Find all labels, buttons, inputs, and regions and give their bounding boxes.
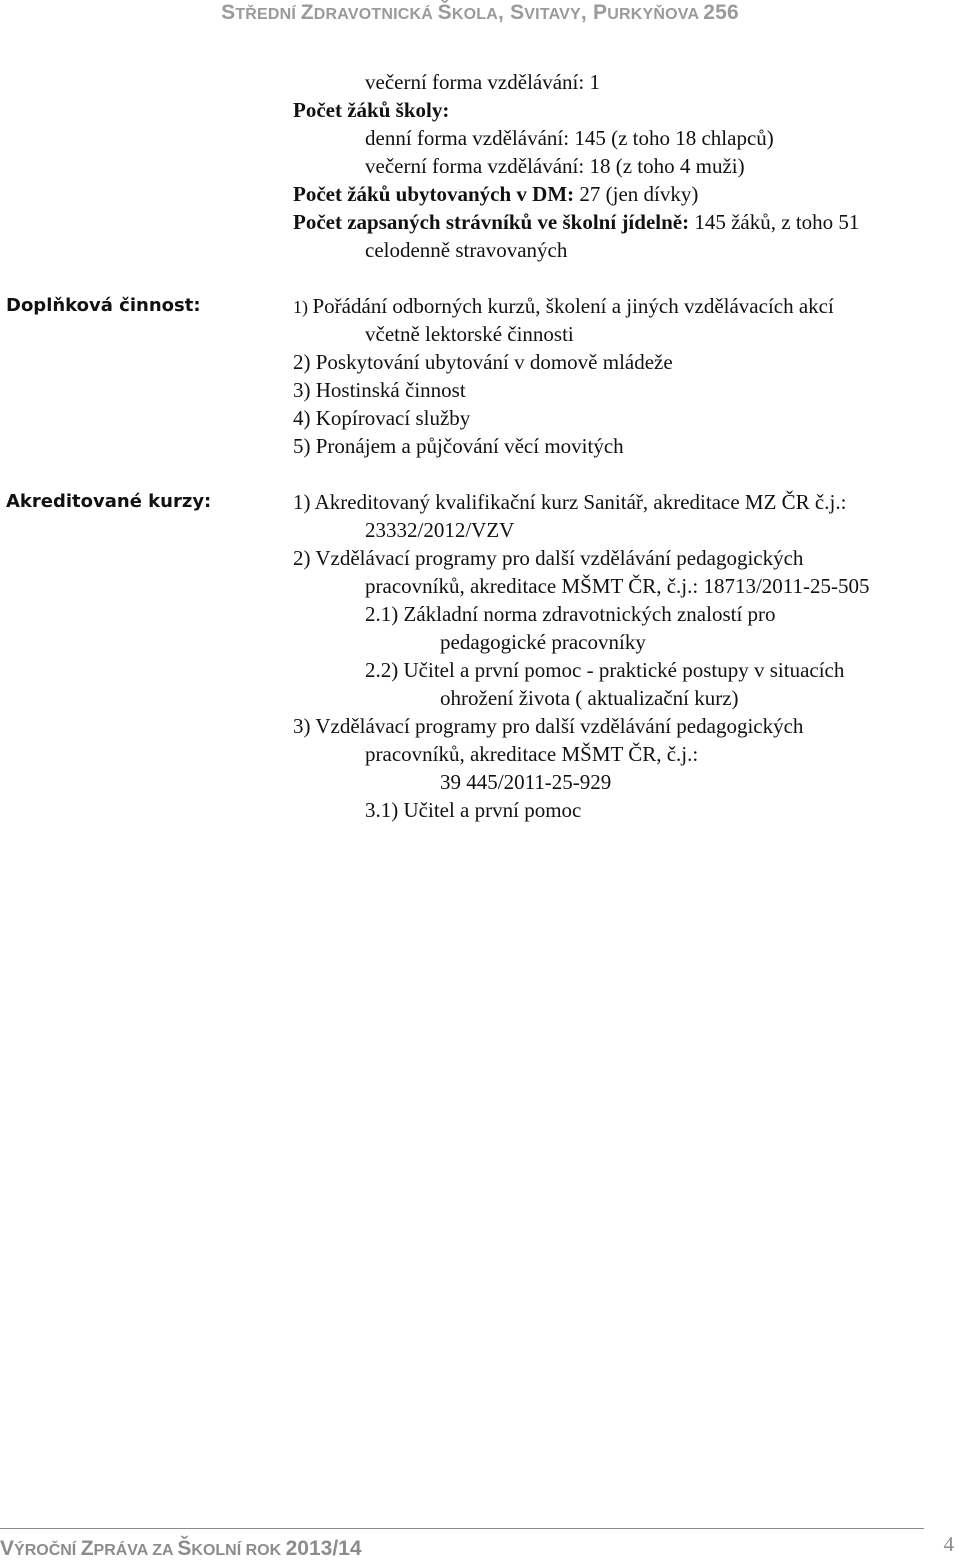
canteen-count xyxy=(293,208,859,236)
evening-form-first: večerní forma vzdělávání: 1 xyxy=(365,70,600,94)
footer-title-part: Š xyxy=(177,1537,192,1560)
school-count-label: Počet žáků školy: xyxy=(293,98,450,122)
supplementary-item-1 xyxy=(293,292,834,321)
evening-form-count: večerní forma vzdělávání: 18 (z toho 4 muži) xyxy=(365,154,745,178)
course-1: 1) Akreditovaný kvalifikační kurz Sanitář, akreditace MZ ČR č.j.: xyxy=(293,490,847,514)
running-header-part: DRAVOTNICKÁ xyxy=(313,6,438,23)
footer-title-part: KOLNÍ ROK xyxy=(191,1542,286,1559)
running-header-part: URKYŇOVA xyxy=(607,6,704,23)
footer-divider xyxy=(0,1528,924,1529)
course-2-2-cont: ohrožení života ( aktualizační kurz) xyxy=(440,686,739,710)
supplementary-activity-label: Doplňková činnost: xyxy=(6,295,201,316)
dorm-value: 27 (jen dívky) xyxy=(574,182,699,206)
footer-title xyxy=(0,1536,362,1564)
canteen-continuation: celodenně stravovaných xyxy=(365,238,568,262)
running-header-part: , xyxy=(580,1,593,24)
course-3-cont: pracovníků, akreditace MŠMT ČR, č.j.: xyxy=(365,742,699,766)
running-header-part: Š xyxy=(437,1,452,24)
supplementary-item-3: 3) Hostinská činnost xyxy=(293,378,466,402)
course-3-1: 3.1) Učitel a první pomoc xyxy=(365,798,582,822)
supplementary-item-2: 2) Poskytování ubytování v domově mládeže xyxy=(293,350,673,374)
running-header-part: S xyxy=(510,1,525,24)
supplementary-item-1-number: 1) xyxy=(293,297,313,317)
running-header-part: S xyxy=(221,1,236,24)
course-2-1: 2.1) Základní norma zdravotnických znalostí pro xyxy=(365,602,776,626)
canteen-value: 145 žáků, z toho 51 xyxy=(689,210,860,234)
footer-title-part: 2013/14 xyxy=(285,1537,362,1560)
footer-title-part: V xyxy=(0,1537,15,1560)
dorm-count xyxy=(293,180,698,208)
course-2-cont: pracovníků, akreditace MŠMT ČR, č.j.: 18713/2011-25-505 xyxy=(365,574,870,598)
running-header-part: Z xyxy=(300,1,314,24)
footer-title-part: Z xyxy=(80,1537,94,1560)
running-header-part: 256 xyxy=(703,1,739,24)
running-header-part: , xyxy=(498,1,511,24)
course-3: 3) Vzdělávací programy pro další vzdělávání pedagogických xyxy=(293,714,804,738)
running-header-part: KOLA xyxy=(451,6,498,23)
dorm-label: Počet žáků ubytovaných v DM: xyxy=(293,182,575,206)
supplementary-item-1-cont: včetně lektorské činnosti xyxy=(365,322,574,346)
footer-title-part: PRÁVA ZA xyxy=(93,1542,178,1559)
running-header xyxy=(0,0,960,26)
footer-title-part: ÝROČNÍ xyxy=(14,1542,81,1559)
supplementary-item-1-text: Pořádání odborných kurzů, školení a jiných vzdělávacích akcí xyxy=(312,294,834,318)
running-header-part: P xyxy=(593,1,608,24)
page-number: 4 xyxy=(943,1532,954,1556)
accredited-courses-label: Akreditované kurzy: xyxy=(6,491,212,512)
running-header-part: TŘEDNÍ xyxy=(235,6,301,23)
course-2-1-cont: pedagogické pracovníky xyxy=(440,630,646,654)
canteen-label: Počet zapsaných strávníků ve školní jídelně: xyxy=(293,210,690,234)
course-3-reference: 39 445/2011-25-929 xyxy=(440,770,612,794)
running-header-part: VITAVY xyxy=(524,6,581,23)
day-form-count: denní forma vzdělávání: 145 (z toho 18 chlapců) xyxy=(365,126,774,150)
course-1-reference: 23332/2012/VZV xyxy=(365,518,515,542)
supplementary-item-4: 4) Kopírovací služby xyxy=(293,406,471,430)
course-2: 2) Vzdělávací programy pro další vzdělávání pedagogických xyxy=(293,546,804,570)
supplementary-item-5: 5) Pronájem a půjčování věcí movitých xyxy=(293,434,624,458)
course-2-2: 2.2) Učitel a první pomoc - praktické postupy v situacích xyxy=(365,658,845,682)
